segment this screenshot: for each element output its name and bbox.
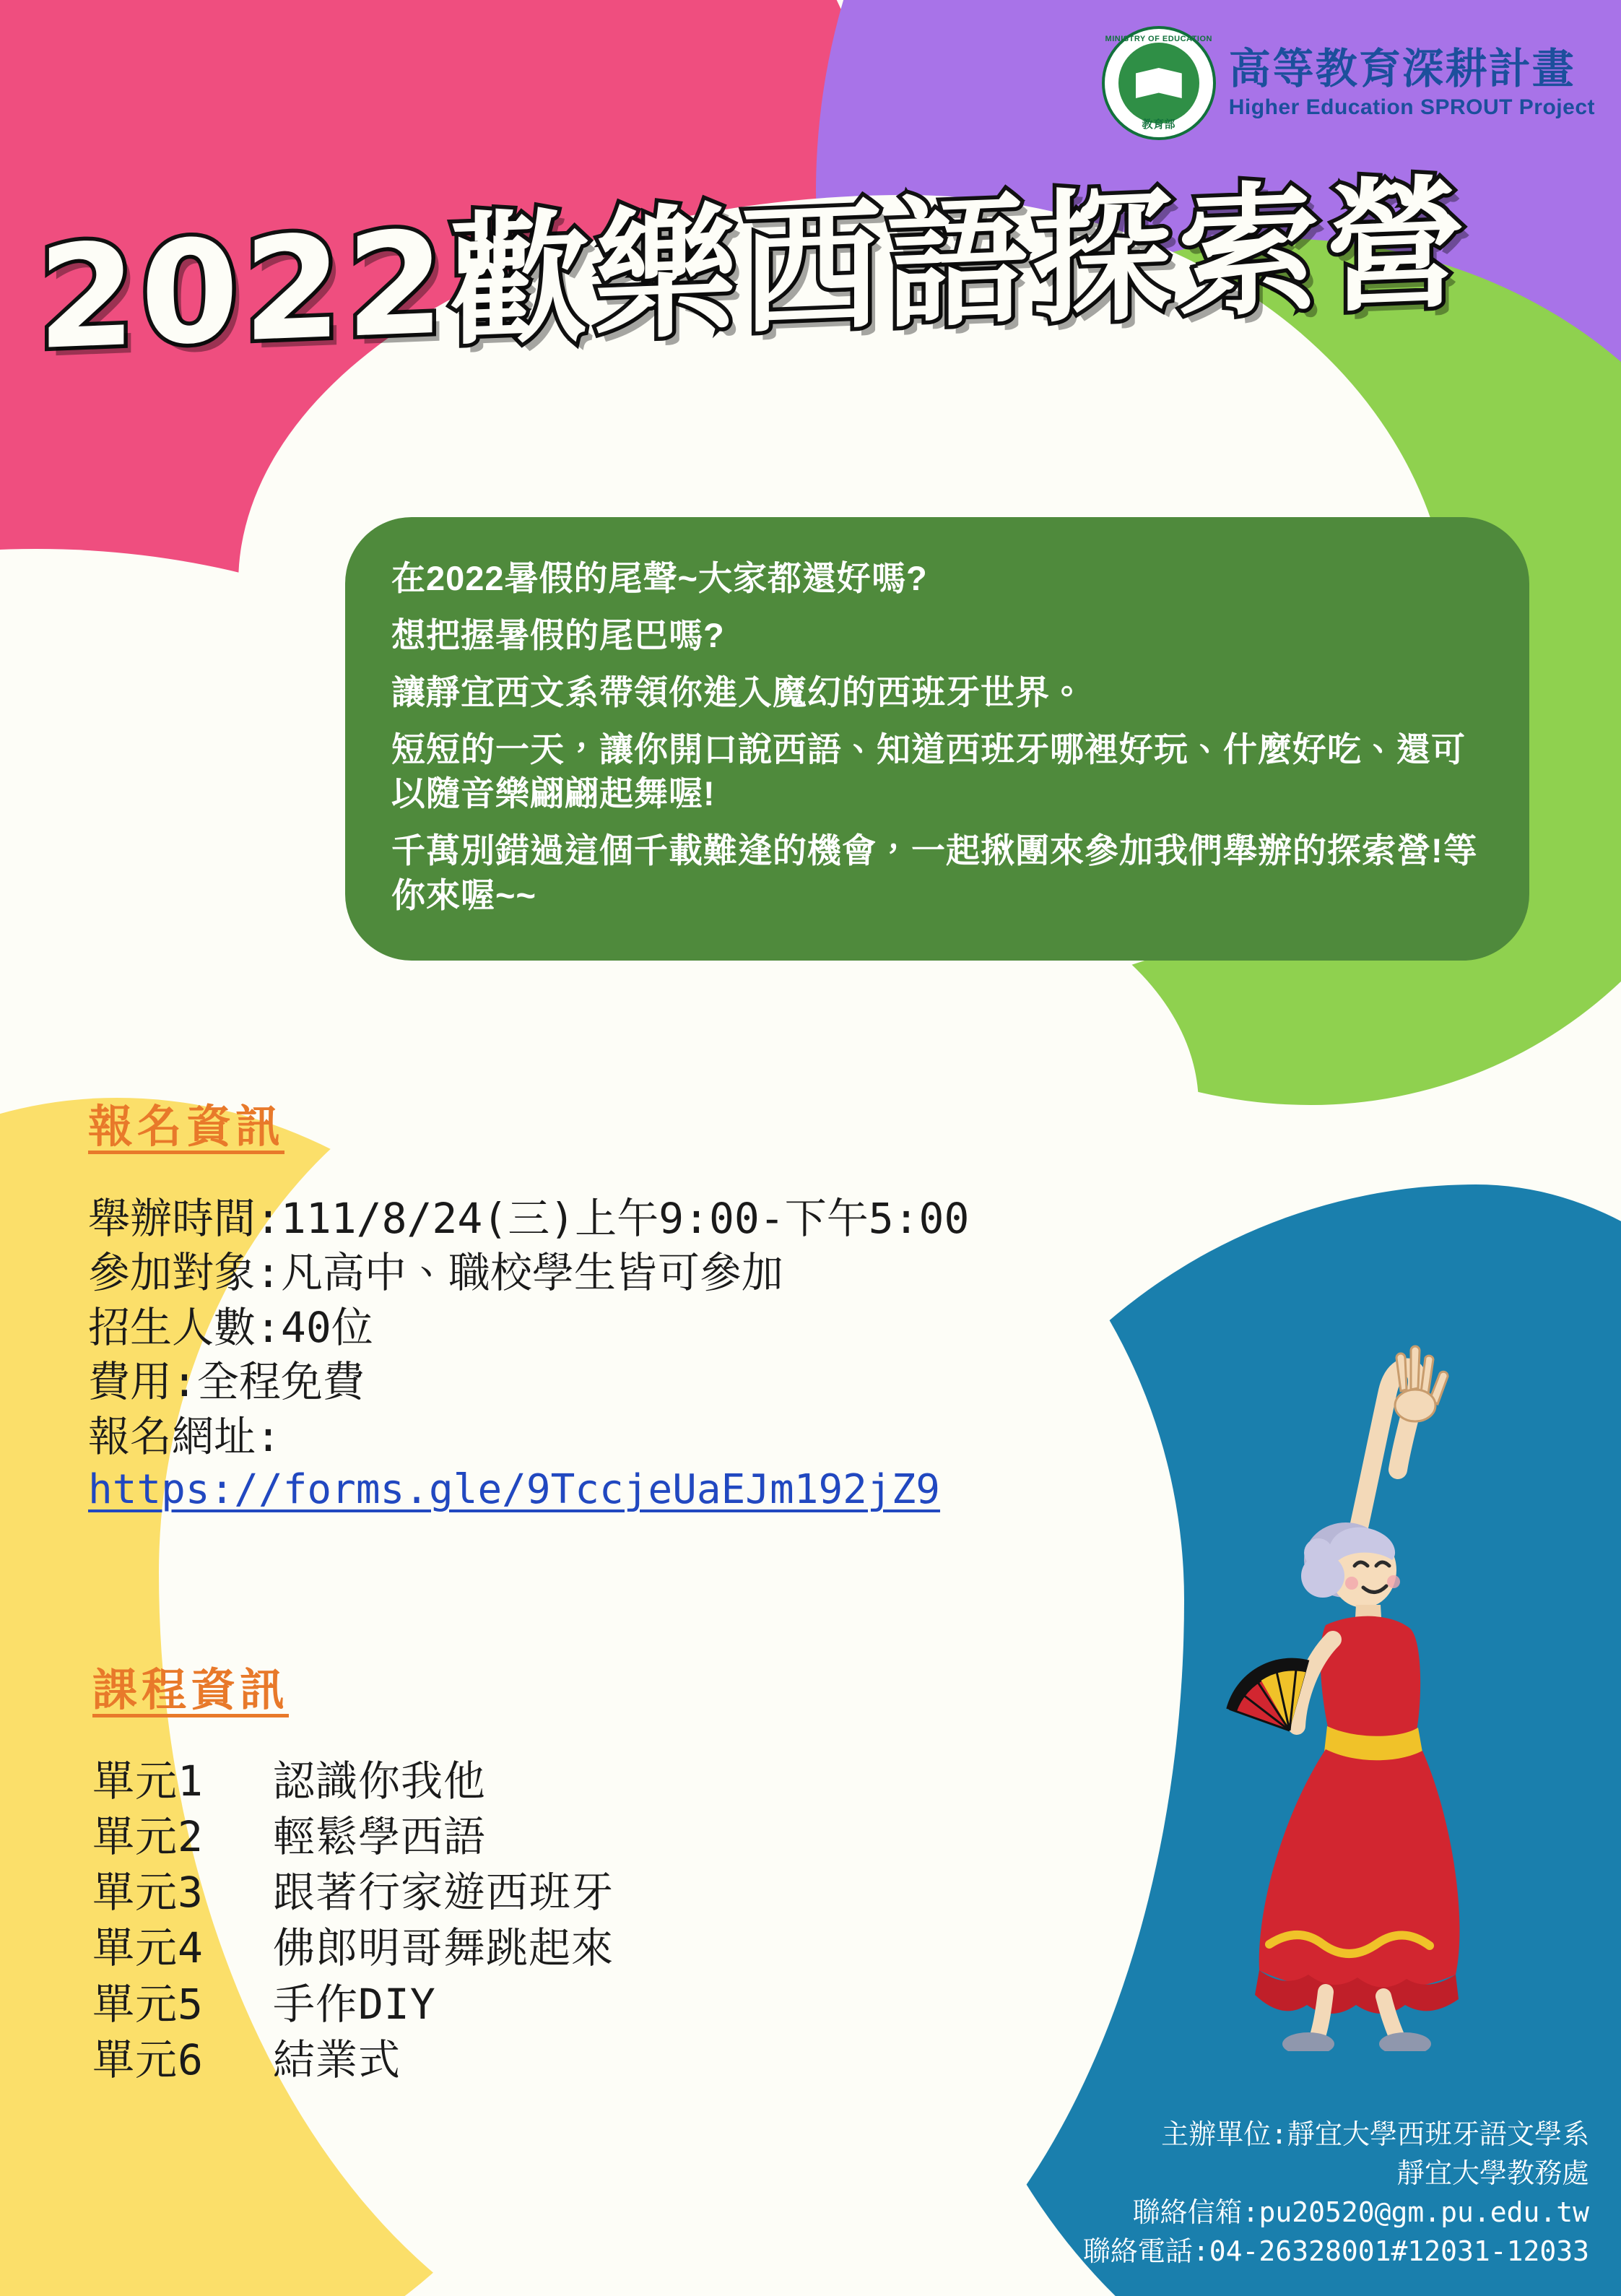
course-list	[92, 1754, 614, 2088]
registration-item-url-label: 報名網址:	[88, 1411, 281, 1461]
course-unit-label: 單元3	[92, 1868, 204, 1918]
seal-top-text: MINISTRY OF EDUCATION	[1105, 35, 1212, 43]
course-unit-label: 單元4	[92, 1923, 204, 1973]
intro-line-4: 短短的一天，讓你開口說西語、知道西班牙哪裡好玩、什麼好吃、還可以隨音樂翩翩起舞喔!	[391, 730, 1466, 813]
program-name-cn: 高等教育深耕計畫	[1228, 46, 1576, 93]
footer-phone: 聯絡電話:04-26328001#12031-12033	[1082, 2235, 1589, 2268]
course-unit-name: 跟著行家遊西班牙	[273, 1868, 614, 1918]
course-unit-name: 認識你我他	[273, 1756, 487, 1806]
book-icon	[1136, 68, 1182, 98]
course-row	[92, 1865, 614, 1920]
registration-item-audience: 參加對象:凡高中、職校學生皆可參加	[88, 1248, 783, 1298]
intro-line-3: 讓靜宜西文系帶領你進入魔幻的西班牙世界。	[391, 673, 1085, 712]
registration-heading: 報名資訊	[88, 1102, 285, 1152]
footer-email: 聯絡信箱:pu20520@gm.pu.edu.tw	[1132, 2196, 1589, 2229]
course-row	[92, 1977, 614, 2032]
seal-bottom-text: 教育部	[1142, 118, 1176, 131]
course-row	[92, 2032, 614, 2088]
course-unit-name: 手作DIY	[273, 1979, 436, 2029]
intro-line-5: 千萬別錯過這個千載難逢的機會，一起揪團來參加我們舉辦的探索營!等你來喔~~	[391, 831, 1478, 914]
course-unit-label: 單元6	[92, 2035, 204, 2084]
logo-text-block	[1229, 46, 1595, 120]
course-row	[92, 1809, 614, 1865]
course-unit-label: 單元2	[92, 1812, 204, 1862]
course-row	[92, 1920, 614, 1976]
flamenco-dancer-illustration	[1184, 1322, 1487, 2051]
footer-contact-info	[1083, 2115, 1589, 2271]
course-unit-name: 結業式	[273, 2035, 401, 2084]
footer-organizer-2: 靜宜大學教務處	[1396, 2157, 1589, 2190]
course-unit-label: 單元1	[92, 1756, 204, 1806]
ministry-seal-icon	[1102, 26, 1216, 140]
page-title: 2022歡樂西語探索營	[38, 161, 1470, 382]
registration-item-fee: 費用:全程免費	[88, 1357, 365, 1407]
registration-info-list	[88, 1192, 1214, 1517]
registration-item-time: 舉辦時間:111/8/24(三)上午9:00-下午5:00	[88, 1194, 970, 1243]
ministry-logo-block	[1102, 26, 1595, 140]
course-unit-name: 佛郎明哥舞跳起來	[273, 1923, 614, 1973]
registration-item-quota: 招生人數:40位	[88, 1302, 373, 1352]
program-name-en: Higher Education SPROUT Project	[1228, 95, 1595, 119]
intro-line-2: 想把握暑假的尾巴嗎?	[391, 616, 725, 655]
intro-line-1: 在2022暑假的尾聲~大家都還好嗎?	[391, 559, 928, 597]
course-row	[92, 1754, 614, 1809]
seal-inner	[1118, 43, 1199, 124]
intro-card	[345, 517, 1529, 961]
footer-organizer-1: 主辦單位:靜宜大學西班牙語文學系	[1161, 2118, 1589, 2151]
registration-form-link[interactable]: https://forms.gle/9TccjeUaEJm192jZ9	[88, 1465, 941, 1513]
course-unit-label: 單元5	[92, 1979, 204, 2029]
course-unit-name: 輕鬆學西語	[273, 1812, 487, 1862]
course-heading: 課程資訊	[92, 1665, 290, 1715]
